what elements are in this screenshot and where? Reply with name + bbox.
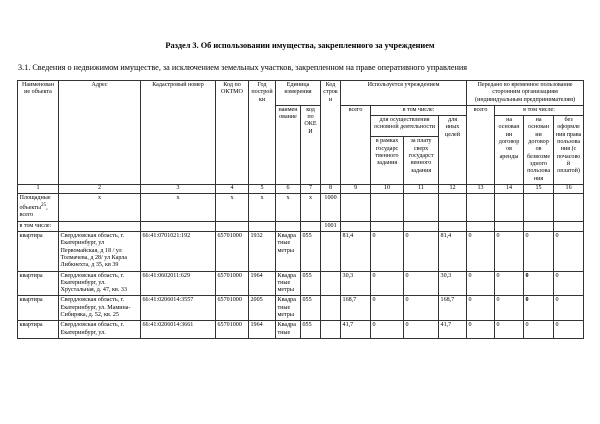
row-cadastral: 66:41:0206014:3557 — [141, 296, 216, 321]
column-number: 13 — [467, 184, 495, 193]
row-lease: 0 — [495, 271, 524, 296]
column-number: 10 — [371, 184, 404, 193]
header-row-1 — [18, 81, 584, 106]
row-unit: Квадра тные метры — [276, 232, 301, 271]
header-transfer: Передано во временное пользование сторонним организациям (индивидуальным предпринимателям) — [467, 81, 584, 106]
row-state-task: 0 — [371, 232, 404, 271]
header-no-docs: без оформле ния права пользова ния (с почасово й оплатой) — [554, 116, 584, 185]
column-number: 7 — [301, 184, 321, 193]
row-address: Свердловская область, г. Екатеринбург, ул. — [59, 321, 141, 339]
summary-name: в том числе: — [18, 221, 59, 231]
column-number: 16 — [554, 184, 584, 193]
row-okei: 055 — [301, 321, 321, 339]
row-lease: 0 — [495, 232, 524, 271]
row-lease: 0 — [495, 321, 524, 339]
column-number: 4 — [216, 184, 249, 193]
header-line-code: Код строк и — [321, 81, 341, 185]
row-state-task: 0 — [371, 296, 404, 321]
summary-cell: х — [301, 193, 321, 221]
column-number: 3 — [141, 184, 216, 193]
summary-cell: х — [216, 193, 249, 221]
summary-name — [18, 193, 59, 221]
summary-cell: х — [249, 193, 276, 221]
row-used-total: 81,4 — [341, 232, 371, 271]
row-transfer-total: 0 — [467, 271, 495, 296]
row-oktmo: 65701000 — [216, 271, 249, 296]
row-name: квартира — [18, 232, 59, 271]
table-row — [18, 232, 584, 271]
row-name: квартира — [18, 321, 59, 339]
row-paid: 0 — [404, 321, 439, 339]
table-row — [18, 271, 584, 296]
header-unit-name: наимен ование — [276, 105, 301, 184]
row-used-total: 41,7 — [341, 321, 371, 339]
column-number: 11 — [404, 184, 439, 193]
header-paid: за плату сверх государст венного задания — [404, 137, 439, 185]
row-used-total: 30,3 — [341, 271, 371, 296]
row-transfer-total: 0 — [467, 296, 495, 321]
header-main-activity: для осуществления основной деятельности — [371, 116, 439, 137]
row-other: 81,4 — [439, 232, 467, 271]
row-transfer-total: 0 — [467, 321, 495, 339]
subsection-title: 3.1. Сведения о недвижимом имуществе, за исключением земельных участков, закрепленном на праве оперативного управления — [18, 63, 467, 72]
row-year: 1964 — [249, 271, 276, 296]
row-paid: 0 — [404, 296, 439, 321]
row-oktmo: 65701000 — [216, 232, 249, 271]
column-number: 6 — [276, 184, 301, 193]
header-transfer-total: всего — [467, 105, 495, 184]
row-free-use: 0 — [524, 232, 554, 271]
summary-cell: х — [59, 193, 141, 221]
row-address: Свердловская область, г. Екатеринбург, ул Первомайская, д 18 / ул Толмачева, д 28/ ул Карла Либкнехта, д 35, кв 39 — [59, 232, 141, 271]
footnote-ref: 25 — [41, 202, 47, 209]
column-number: 9 — [341, 184, 371, 193]
row-other: 30,3 — [439, 271, 467, 296]
row-name: квартира — [18, 296, 59, 321]
summary-name-suffix: , всего — [19, 205, 48, 219]
summary-cell: х — [276, 193, 301, 221]
column-number: 15 — [524, 184, 554, 193]
row-address: Свердловская область, г. Екатеринбург, ул. Хрустальная, д. 47, кв. 33 — [59, 271, 141, 296]
row-no-docs: 0 — [554, 271, 584, 296]
row-okei: 055 — [301, 232, 321, 271]
header-state-task: в рамках государс твенного задания — [371, 137, 404, 185]
header-cadastral: Кадастровый номер — [141, 81, 216, 185]
row-paid: 0 — [404, 232, 439, 271]
property-table — [17, 80, 584, 339]
row-transfer-total: 0 — [467, 232, 495, 271]
header-year: Год построй ки — [249, 81, 276, 185]
row-cadastral: 66:41:0701021:192 — [141, 232, 216, 271]
row-unit: Квадра тные метры — [276, 296, 301, 321]
row-no-docs: 0 — [554, 296, 584, 321]
column-numbers-row — [18, 184, 584, 193]
row-state-task: 0 — [371, 271, 404, 296]
header-name: Наименован ие объекта — [18, 81, 59, 185]
row-code — [321, 232, 341, 271]
row-address: Свердловская область, г. Екатеринбург, ул. Мамина-Сибиряка, д. 52, кв. 25 — [59, 296, 141, 321]
section-title: Раздел 3. Об использовании имущества, закрепленного за учреждением — [165, 41, 435, 50]
column-number: 2 — [59, 184, 141, 193]
row-paid: 0 — [404, 271, 439, 296]
summary-code: 1000 — [321, 193, 341, 221]
row-other: 168,7 — [439, 296, 467, 321]
summary-cell: х — [141, 193, 216, 221]
header-used-total: всего — [341, 105, 371, 184]
row-state-task: 0 — [371, 321, 404, 339]
header-lease: на основан ии договор ов аренды — [495, 116, 524, 185]
table-row — [18, 296, 584, 321]
row-other: 41,7 — [439, 321, 467, 339]
row-free-use: 0 — [524, 271, 554, 296]
summary-name-text: Площадные объекты — [19, 194, 51, 212]
row-year: 2005 — [249, 296, 276, 321]
row-unit: Квадра тные — [276, 321, 301, 339]
row-no-docs: 0 — [554, 232, 584, 271]
row-unit: Квадра тные метры — [276, 271, 301, 296]
row-okei: 055 — [301, 271, 321, 296]
column-number: 1 — [18, 184, 59, 193]
row-okei: 055 — [301, 296, 321, 321]
column-number: 8 — [321, 184, 341, 193]
row-year: 1964 — [249, 321, 276, 339]
summary-row-including — [18, 221, 584, 231]
row-free-use: 0 — [524, 321, 554, 339]
row-name: квартира — [18, 271, 59, 296]
row-code — [321, 321, 341, 339]
row-oktmo: 65701000 — [216, 321, 249, 339]
row-year: 1932 — [249, 232, 276, 271]
header-other: для иных целей — [439, 116, 467, 185]
row-no-docs: 0 — [554, 321, 584, 339]
summary-code: 1001 — [321, 221, 341, 231]
column-number: 12 — [439, 184, 467, 193]
header-address: Адрес — [59, 81, 141, 185]
column-number: 5 — [249, 184, 276, 193]
header-used-incl: в том числе: — [371, 105, 467, 115]
row-code — [321, 296, 341, 321]
header-oktmo: Код по ОКТМО — [216, 81, 249, 185]
row-oktmo: 65701000 — [216, 296, 249, 321]
row-lease: 0 — [495, 296, 524, 321]
row-cadastral: 66:41:0206014:3661 — [141, 321, 216, 339]
header-free-use: на основан ии договор ов безвозме здного пользова ния — [524, 116, 554, 185]
row-cadastral: 66:41:0602011:629 — [141, 271, 216, 296]
header-unit: Единица измерения — [276, 81, 321, 106]
header-transfer-incl: в том числе: — [495, 105, 584, 115]
table-row — [18, 321, 584, 339]
row-used-total: 168,7 — [341, 296, 371, 321]
header-unit-okei: код по ОКЕ И — [301, 105, 321, 184]
header-used: Используется учреждением — [341, 81, 467, 106]
row-free-use: 0 — [524, 296, 554, 321]
column-number: 14 — [495, 184, 524, 193]
row-code — [321, 271, 341, 296]
summary-row-area-objects — [18, 193, 584, 221]
